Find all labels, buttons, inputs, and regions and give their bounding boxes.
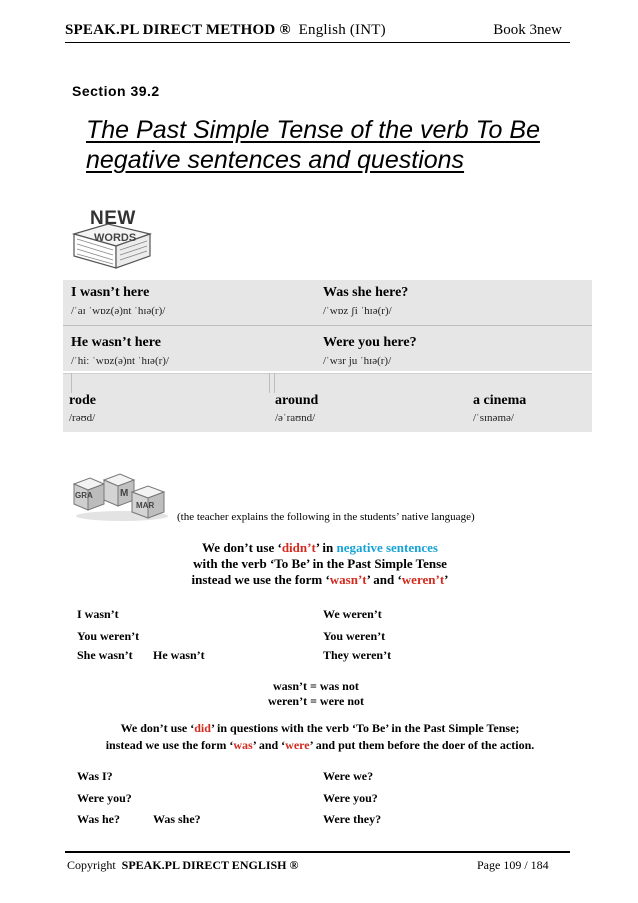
vocab-ipa: /rəʊd/	[69, 412, 96, 424]
highlight-werent: weren’t	[401, 572, 445, 587]
page-header	[65, 14, 570, 43]
page-title: The Past Simple Tense of the verb To Be negative sentences and questions	[86, 116, 540, 174]
footer-page-number: Page 109 / 184	[477, 858, 549, 872]
vocab-table-bottom	[63, 373, 592, 432]
highlight-was: was	[233, 738, 253, 752]
grammar-dice-icon	[70, 470, 170, 522]
header-brand: SPEAK.PL DIRECT METHOD ®	[65, 22, 291, 38]
example-item: Was she?	[153, 812, 201, 826]
example-item: I wasn’t	[77, 607, 119, 621]
highlight-were: were	[285, 738, 310, 752]
highlight-wasnt: wasn’t	[329, 572, 367, 587]
header-book: Book 3new	[493, 22, 562, 38]
contraction-wasnt: wasn’t = was not	[273, 679, 359, 693]
example-item: Was he?	[77, 812, 121, 826]
highlight-negative-sentences: negative sentences	[336, 540, 438, 555]
example-item: They weren’t	[323, 648, 392, 662]
new-words-icon	[68, 206, 158, 276]
rule-negative: We don’t use ‘didn’t’ in negative sentences with the verb ‘To Be’ in the Past Simple Tense instead we use the form ‘wasn’t’ and ‘weren’t’	[191, 540, 449, 587]
section-number: Section 39.2	[72, 83, 160, 99]
grammar-die-2: M	[120, 488, 129, 499]
example-item: Were you?	[77, 791, 132, 805]
highlight-did: did	[194, 721, 211, 735]
grammar-die-3: MAR	[136, 501, 155, 510]
example-item: You weren’t	[323, 629, 386, 643]
vocab-word: Were you here?	[323, 335, 417, 350]
new-words-label-words: WORDS	[94, 232, 137, 244]
vocab-word: I wasn’t here	[71, 285, 150, 300]
vocab-word: rode	[69, 393, 96, 408]
example-item: Were we?	[323, 769, 374, 783]
vocab-ipa: /ˈwɜr ju ˈhɪə(r)/	[323, 355, 392, 367]
vocab-word: around	[275, 393, 319, 408]
example-item: Were they?	[323, 812, 382, 826]
example-item: He wasn’t	[153, 648, 205, 662]
vocab-table-top	[63, 280, 592, 371]
teacher-note: (the teacher explains the following in the students’ native language)	[177, 511, 475, 523]
footer-copyright: Copyright SPEAK.PL DIRECT ENGLISH ®	[67, 858, 299, 872]
new-words-label-new: NEW	[90, 208, 136, 229]
example-item: Were you?	[323, 791, 378, 805]
vocab-word: Was she here?	[323, 285, 409, 300]
rule-questions: We don’t use ‘did’ in questions with the verb ‘To Be’ in the Past Simple Tense; instead we use the form ‘was’ and ‘were’ and put them before the doer of the action.	[105, 721, 535, 752]
vocab-ipa: /əˈraʊnd/	[275, 412, 316, 424]
vocab-word: a cinema	[473, 393, 527, 408]
footer-brand: SPEAK.PL DIRECT ENGLISH ®	[121, 858, 299, 872]
example-item: We weren’t	[323, 607, 382, 621]
example-item: Was I?	[77, 769, 113, 783]
vocab-word: He wasn’t here	[71, 335, 161, 350]
header-course: English (INT)	[298, 22, 386, 38]
vocab-ipa: /ˈwɒz ʃi ˈhɪə(r)/	[323, 305, 392, 317]
vocab-ipa: /ˈhiː ˈwɒz(ə)nt ˈhɪə(r)/	[71, 355, 169, 367]
example-item: You weren’t	[77, 629, 140, 643]
highlight-didnt: didn’t	[281, 540, 316, 555]
vocab-ipa: /ˈaɪ ˈwɒz(ə)nt ˈhɪə(r)/	[71, 305, 166, 317]
example-item: She wasn’t	[77, 648, 133, 662]
vocab-ipa: /ˈsɪnəmə/	[473, 412, 514, 424]
grammar-die-1: GRA	[75, 491, 93, 500]
contraction-werent: weren’t = were not	[268, 694, 365, 708]
footer-rule	[65, 851, 570, 853]
